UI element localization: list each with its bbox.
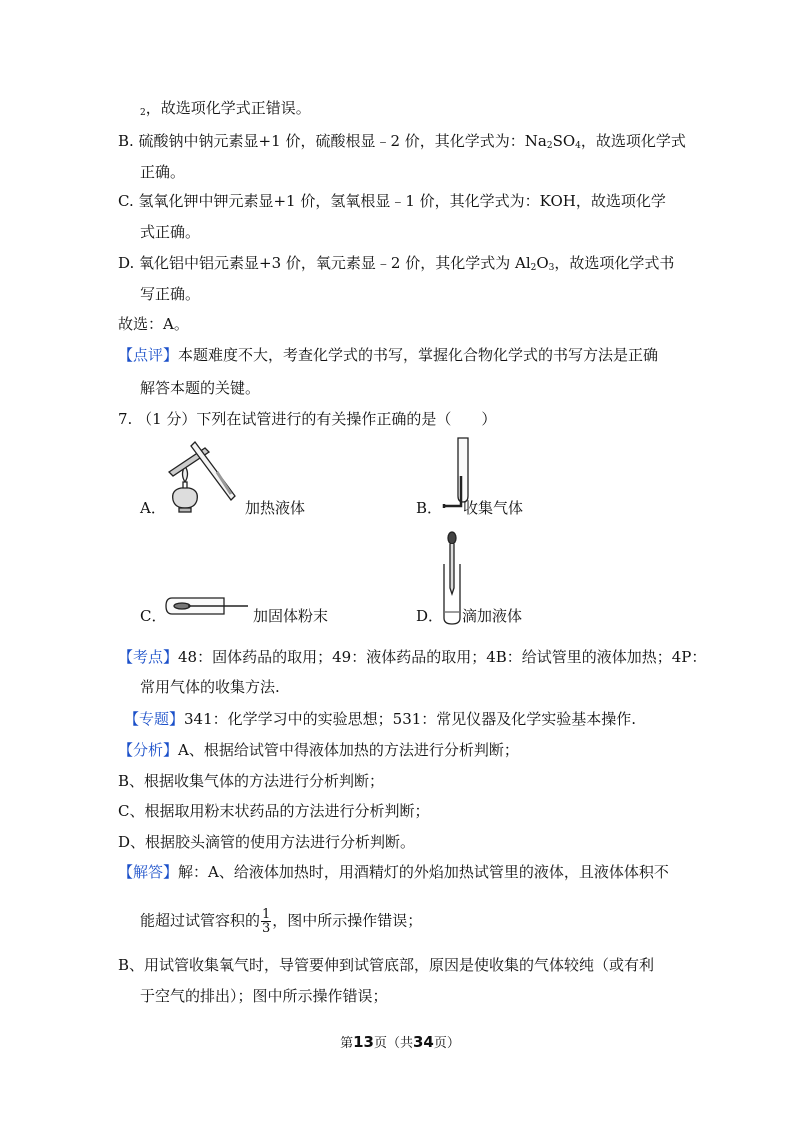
- fenxi-line: 【分析】A、根据给试管中得液体加热的方法进行分析判断；: [118, 741, 519, 759]
- powder-spoon-tube-icon: [162, 590, 252, 620]
- option-b-caption: 收集气体: [463, 499, 524, 517]
- option-c-analysis: C. 氢氧化钾中钾元素显+1 价，氢氧根显﹣1 价，其化学式为：KOH，故选项化学: [118, 192, 666, 210]
- option-b-letter: B．: [416, 499, 443, 517]
- text-line: $_2$，故选项化学式正错误。: [140, 99, 311, 118]
- text-line: B、根据收集气体的方法进行分析判断；: [118, 772, 385, 790]
- page-total: 34: [413, 1033, 434, 1051]
- kaodian-tag: 【考点】: [118, 648, 179, 666]
- option-c-caption: 加固体粉末: [253, 607, 329, 625]
- option-d-analysis: D. 氧化铝中铝元素显+3 价，氧元素显﹣2 价，其化学式为 $Al_2O_3$，故选项化学式书: [118, 254, 675, 273]
- page-footer: 第13页（共34页）: [340, 1033, 460, 1051]
- option-a-caption: 加热液体: [245, 499, 306, 517]
- text-line: 正确。: [140, 163, 186, 181]
- text-line: 解答本题的关键。: [140, 379, 261, 397]
- zhuanti-tag: 【专题】: [124, 710, 185, 728]
- option-d-letter: D．: [416, 607, 444, 625]
- jieda-tag: 【解答】: [118, 863, 179, 881]
- alcohol-lamp-heating-tube-icon: [165, 438, 245, 516]
- option-a-letter: A．: [140, 499, 166, 517]
- fraction: $\frac{1}{3}$: [262, 907, 271, 936]
- text-line: C、根据取用粉末状药品的方法进行分析判断；: [118, 802, 430, 820]
- jieda-line: 【解答】解：A、给液体加热时，用酒精灯的外焰加热试管里的液体，且液体体积不: [118, 863, 669, 881]
- text-line: 能超过试管容积的 $\frac{1}{3}$ ，图中所示操作错误；: [140, 907, 423, 936]
- text-line: 写正确。: [140, 285, 201, 303]
- answer-line: 故选：A。: [118, 315, 189, 333]
- text-line: 常用气体的收集方法.: [140, 678, 280, 696]
- text-line: 式正确。: [140, 223, 201, 241]
- option-b-analysis: B. 硫酸钠中钠元素显+1 价，硫酸根显﹣2 价，其化学式为：$Na_2SO_4$，故选项化学式: [118, 132, 686, 151]
- question-stem: 7. （1 分）下列在试管进行的有关操作正确的是（ ）: [118, 410, 497, 428]
- kaodian-line: 【考点】48：固体药品的取用；49：液体药品的取用；4B：给试管里的液体加热；4P：: [118, 648, 707, 666]
- option-c-letter: C．: [140, 607, 167, 625]
- text-line: D、根据胶头滴管的使用方法进行分析判断。: [118, 833, 416, 851]
- text-line: 于空气的排出）；图中所示操作错误；: [140, 987, 388, 1005]
- comment-line: 【点评】本题难度不大，考查化学式的书写，掌握化合物化学式的书写方法是正确: [118, 346, 659, 364]
- text-line: B、用试管收集氧气时，导管要伸到试管底部，原因是使收集的气体较纯（或有利: [118, 956, 655, 974]
- page-number: 13: [353, 1033, 374, 1051]
- option-d-caption: 滴加液体: [462, 607, 523, 625]
- zhuanti-line: 【专题】341：化学学习中的实验思想；531：常见仪器及化学实验基本操作.: [124, 710, 637, 728]
- fenxi-tag: 【分析】: [118, 741, 179, 759]
- comment-tag: 【点评】: [118, 346, 179, 364]
